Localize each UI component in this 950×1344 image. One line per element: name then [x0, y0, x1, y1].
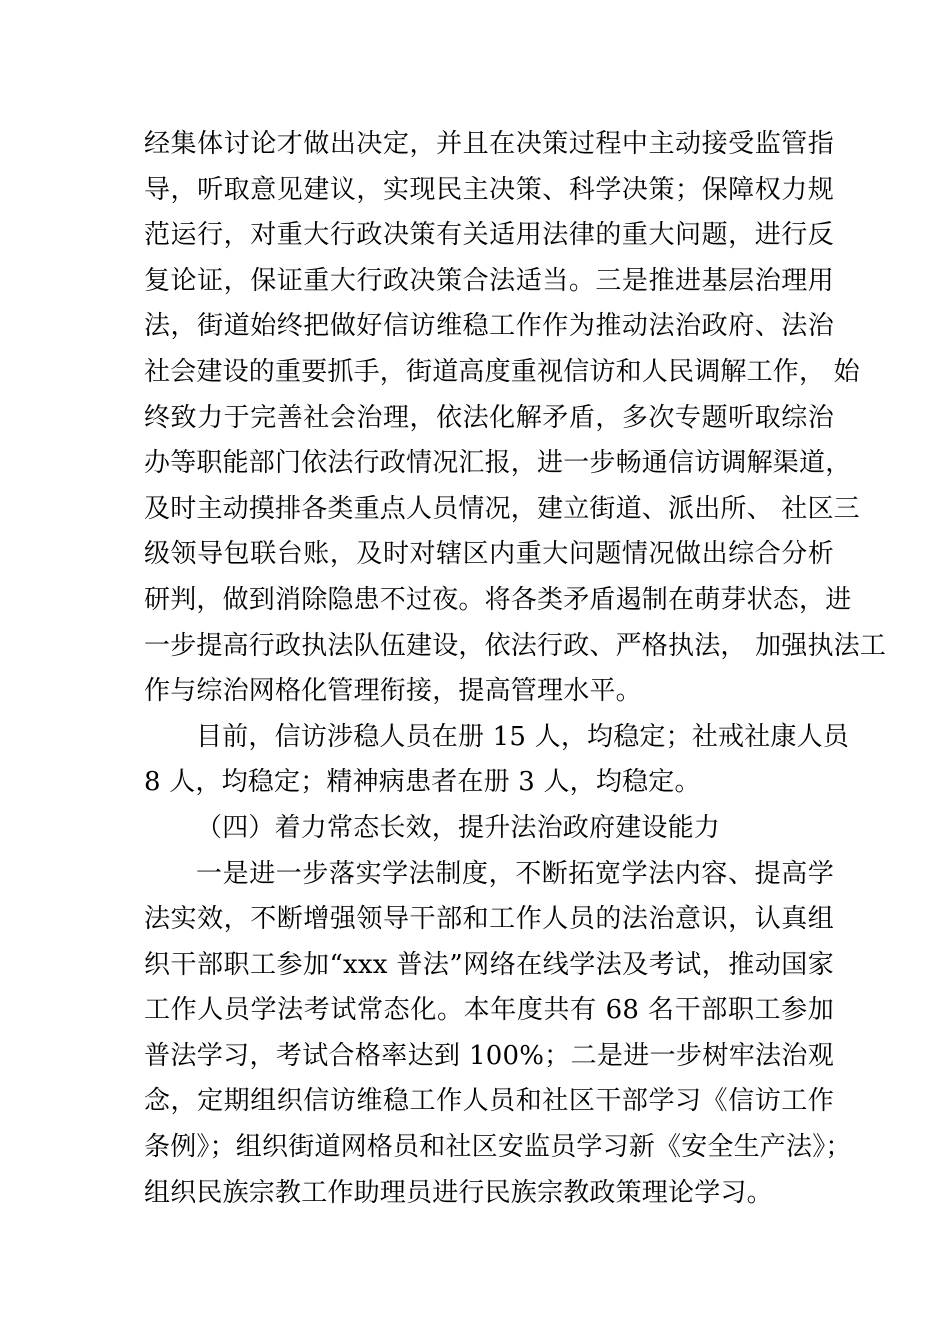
- text-line: 及时主动摸排各类重点人员情况，建立街道、派出所、 社区三: [144, 493, 860, 524]
- text-line: 组织民族宗教工作助理员进行民族宗教政策理论学习。: [144, 1177, 773, 1208]
- text-line: 普法学习，考试合格率达到 100%；二是进一步树牢法治观: [144, 1040, 834, 1071]
- text-line: 法，街道始终把做好信访维稳工作作为推动法治政府、法治: [144, 311, 834, 342]
- text-line: 级领导包联台账，及时对辖区内重大问题情况做出综合分析: [144, 539, 834, 570]
- text-line: 一是进一步落实学法制度，不断拓宽学法内容、提高学: [196, 858, 834, 889]
- text-line: 工作人员学法考试常态化。本年度共有 68 名干部职工参加: [144, 995, 834, 1026]
- text-line: 复论证，保证重大行政决策合法适当。三是推进基层治理用: [144, 265, 834, 296]
- text-line: 终致力于完善社会治理，依法化解矛盾，多次专题听取综治: [144, 402, 834, 433]
- text-line: 社会建设的重要抓手，街道高度重视信访和人民调解工作， 始: [144, 356, 860, 387]
- text-line: 经集体讨论才做出决定，并且在决策过程中主动接受监管指: [144, 129, 834, 159]
- text-line: 8 人，均稳定；精神病患者在册 3 人，均稳定。: [144, 767, 701, 798]
- text-line: 条例》；组织街道网格员和社区安监员学习新《安全生产法》；: [144, 1132, 852, 1163]
- text-line: 导，听取意见建议，实现民主决策、科学决策；保障权力规: [144, 174, 834, 205]
- section-heading: （四）着力常态长效，提升法治政府建设能力: [196, 812, 721, 843]
- text-line: 研判，做到消除隐患不过夜。将各类矛盾遏制在萌芽状态，进: [144, 584, 852, 615]
- text-line: 法实效，不断增强领导干部和工作人员的法治意识，认真组: [144, 904, 834, 935]
- text-line: 一步提高行政执法队伍建设，依法行政、严格执法， 加强执法工: [144, 630, 887, 661]
- text-line: 作与综治网格化管理衔接，提高管理水平。: [144, 676, 642, 707]
- text-line: 范运行，对重大行政决策有关适用法律的重大问题，进行反: [144, 220, 834, 251]
- text-line: 办等职能部门依法行政情况汇报，进一步畅通信访调解渠道，: [144, 448, 852, 479]
- text-line: 织干部职工参加“xxx 普法”网络在线学法及考试，推动国家: [144, 949, 834, 980]
- document-body: [144, 122, 887, 1216]
- text-line: 目前，信访涉稳人员在册 15 人，均稳定；社戒社康人员: [196, 721, 850, 752]
- text-line: 念，定期组织信访维稳工作人员和社区干部学习《信访工作: [144, 1086, 834, 1117]
